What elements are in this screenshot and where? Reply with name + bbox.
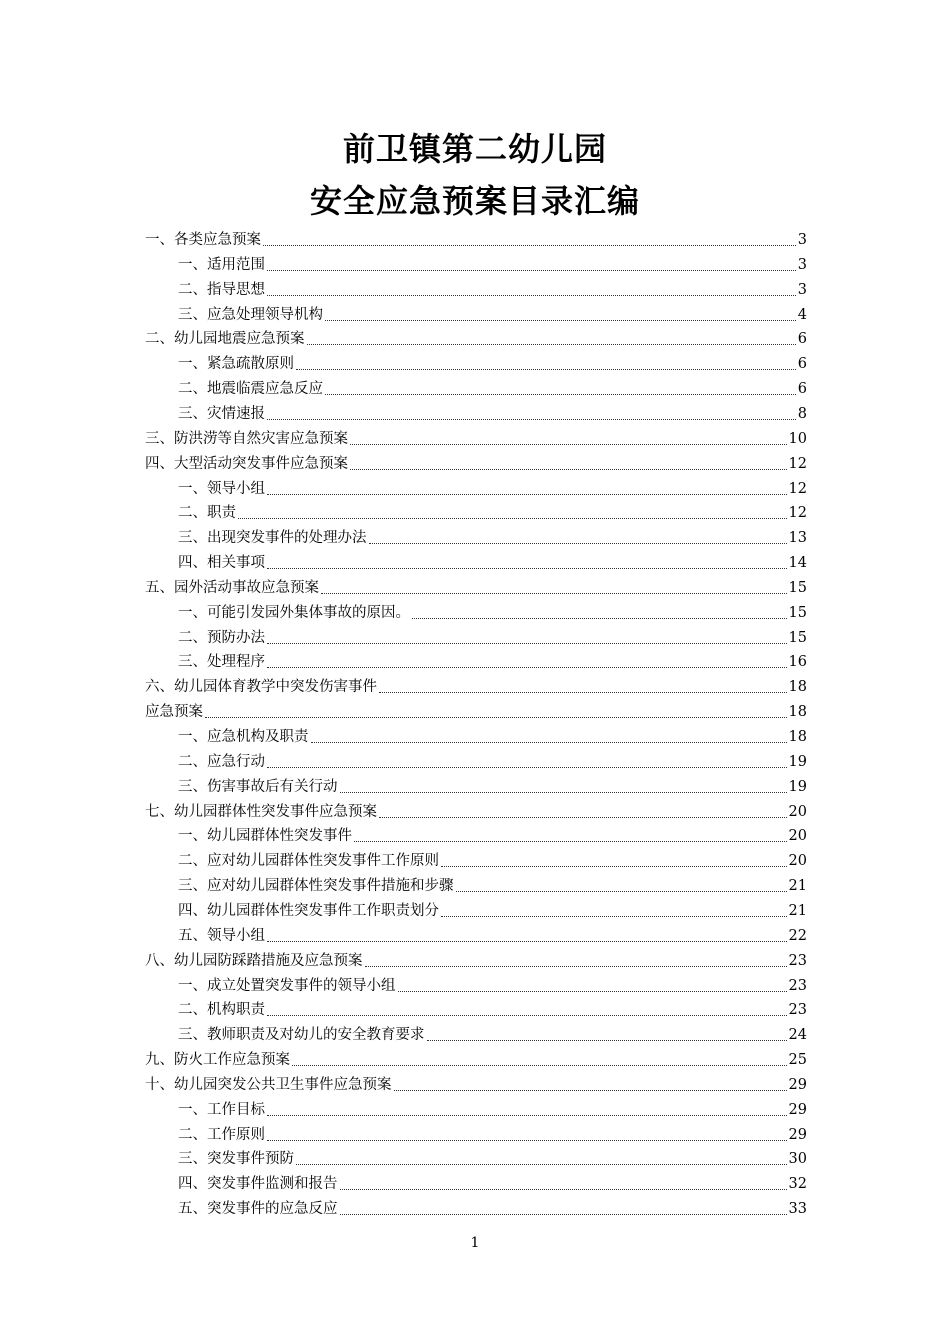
toc-entry-title: 八、幼儿园防踩踏措施及应急预案 [145,952,363,969]
toc-dot-leader [379,817,787,818]
page-number: 1 [470,1235,480,1251]
toc-dot-leader [394,1090,787,1091]
toc-dot-leader [325,320,796,321]
toc-entry[interactable] [178,275,807,300]
toc-entry-title: 二、职责 [178,505,236,522]
toc-entry-title: 二、应对幼儿园群体性突发事件工作原则 [178,853,439,870]
toc-entry-title: 五、园外活动事故应急预案 [145,579,319,596]
toc-entry-page-number: 12 [788,480,807,497]
toc-entry-page-number: 18 [788,679,807,696]
toc-entry-page-number: 19 [788,753,807,770]
toc-dot-leader [412,618,787,619]
toc-entry-page-number: 20 [788,828,807,845]
toc-entry-page-number: 29 [788,1076,807,1093]
toc-entry-title: 四、相关事项 [178,555,265,572]
toc-entry-page-number: 23 [788,1002,807,1019]
toc-entry-title: 七、幼儿园群体性突发事件应急预案 [145,803,377,820]
toc-dot-leader [296,369,796,370]
toc-entry-title: 三、出现突发事件的处理办法 [178,530,367,547]
toc-entry-page-number: 8 [797,405,807,422]
toc-dot-leader [354,841,787,842]
toc-entry-page-number: 3 [797,281,807,298]
toc-entry-title: 一、应急机构及职责 [178,729,309,745]
toc-entry-page-number: 12 [788,505,807,522]
toc-entry-page-number: 13 [788,530,807,547]
toc-entry-title: 应急预案 [145,704,203,721]
toc-entry-title: 一、紧急疏散原则 [178,356,294,373]
toc-entry-title: 五、领导小组 [178,927,265,944]
toc-entry-page-number: 23 [788,952,807,969]
toc-dot-leader [311,742,787,743]
toc-entry-page-number: 32 [788,1176,807,1193]
toc-entry[interactable] [178,1120,807,1145]
toc-entry[interactable] [178,598,807,623]
toc-entry-title: 十、幼儿园突发公共卫生事件应急预案 [145,1076,392,1093]
toc-entry[interactable] [145,672,807,697]
toc-entry-page-number: 15 [788,604,807,621]
toc-entry[interactable] [145,946,807,971]
toc-entry[interactable] [178,896,807,921]
toc-dot-leader [350,444,787,445]
toc-entry-page-number: 25 [788,1052,807,1069]
toc-dot-leader [267,941,787,942]
toc-dot-leader [267,295,796,296]
toc-entry-title: 三、灾情速报 [178,405,265,422]
toc-entry[interactable] [178,374,807,399]
toc-entry-title: 一、幼儿园群体性突发事件 [178,828,352,845]
toc-entry[interactable] [145,697,807,722]
toc-entry[interactable] [145,1045,807,1070]
toc-entry-page-number: 22 [788,927,807,944]
toc-entry-page-number: 10 [788,430,807,447]
toc-entry-title: 二、幼儿园地震应急预案 [145,331,305,348]
toc-entry[interactable] [178,871,807,896]
toc-dot-leader [427,1040,787,1041]
toc-entry[interactable] [178,250,807,275]
toc-entry-page-number: 15 [788,579,807,596]
document-title-line-2: 安全应急预案目录汇编 [309,182,640,220]
toc-dot-leader [340,792,787,793]
toc-entry-page-number: 21 [788,878,807,895]
toc-entry-page-number: 16 [788,654,807,671]
toc-entry-title: 二、应急行动 [178,753,265,770]
toc-entry-title: 三、应对幼儿园群体性突发事件措施和步骤 [178,878,454,895]
toc-entry-title: 三、处理程序 [178,654,265,671]
toc-entry-page-number: 4 [797,306,807,323]
toc-entry-title: 五、突发事件的应急反应 [178,1201,338,1218]
toc-dot-leader [267,767,787,768]
toc-entry[interactable] [145,1070,807,1095]
toc-dot-leader [205,717,787,718]
toc-entry-page-number: 29 [788,1101,807,1118]
toc-entry-title: 一、适用范围 [178,256,265,273]
toc-entry-title: 三、突发事件预防 [178,1151,294,1168]
toc-entry-page-number: 18 [788,704,807,721]
toc-entry-title: 二、工作原则 [178,1126,265,1143]
toc-entry-title: 四、大型活动突发事件应急预案 [145,455,348,472]
toc-dot-leader [441,916,787,917]
toc-entry[interactable] [178,498,807,523]
toc-dot-leader [369,543,787,544]
toc-entry-page-number: 21 [788,902,807,919]
toc-entry-title: 三、应急处理领导机构 [178,306,323,323]
toc-entry-page-number: 33 [788,1201,807,1218]
toc-dot-leader [267,1140,787,1141]
toc-entry[interactable] [178,623,807,648]
toc-entry-title: 三、防洪涝等自然灾害应急预案 [145,430,348,447]
toc-entry[interactable] [178,300,807,325]
toc-dot-leader [267,1115,787,1116]
toc-entry-title: 三、教师职责及对幼儿的安全教育要求 [178,1027,425,1044]
toc-dot-leader [365,966,787,967]
toc-dot-leader [292,1065,787,1066]
toc-dot-leader [267,568,787,569]
toc-entry-title: 二、地震临震应急反应 [178,381,323,398]
toc-entry[interactable] [178,1194,807,1219]
toc-entry-page-number: 3 [797,232,807,248]
toc-entry[interactable] [178,1144,807,1169]
toc-entry-title: 二、指导思想 [178,281,265,298]
toc-entry[interactable] [178,474,807,499]
toc-entry-page-number: 6 [797,331,807,348]
toc-entry-page-number: 12 [788,455,807,472]
toc-dot-leader [325,394,796,395]
toc-entry[interactable] [178,523,807,548]
toc-entry[interactable] [178,1169,807,1194]
toc-dot-leader [340,1214,787,1215]
toc-dot-leader [379,692,787,693]
toc-entry[interactable] [178,399,807,424]
toc-entry[interactable] [178,821,807,846]
toc-entry[interactable] [178,548,807,573]
toc-entry[interactable] [178,846,807,871]
toc-dot-leader [267,1015,787,1016]
toc-entry[interactable] [178,722,807,747]
toc-entry-page-number: 23 [788,977,807,994]
toc-entry-page-number: 6 [797,356,807,373]
toc-entry-page-number: 24 [788,1027,807,1044]
toc-entry-title: 三、伤害事故后有关行动 [178,778,338,795]
toc-entry[interactable] [145,225,807,250]
toc-entry-title: 一、各类应急预案 [145,232,261,248]
toc-dot-leader [263,245,796,246]
toc-entry-page-number: 14 [788,555,807,572]
toc-dot-leader [267,419,796,420]
toc-entry-page-number: 29 [788,1126,807,1143]
toc-entry[interactable] [178,747,807,772]
toc-entry[interactable] [178,647,807,672]
toc-entry-title: 九、防火工作应急预案 [145,1052,290,1069]
toc-entry[interactable] [178,1095,807,1120]
toc-entry-page-number: 6 [797,381,807,398]
toc-dot-leader [456,891,787,892]
toc-entry[interactable] [145,797,807,822]
toc-entry-page-number: 3 [797,256,807,273]
toc-entry[interactable] [145,449,807,474]
toc-dot-leader [267,667,787,668]
toc-entry[interactable] [178,995,807,1020]
toc-dot-leader [350,469,787,470]
toc-entry-title: 二、机构职责 [178,1002,265,1019]
toc-dot-leader [307,344,796,345]
toc-entry-page-number: 18 [788,729,807,745]
toc-dot-leader [238,518,787,519]
toc-entry[interactable] [145,424,807,449]
toc-dot-leader [267,270,796,271]
toc-entry[interactable] [178,971,807,996]
toc-dot-leader [267,643,787,644]
toc-entry-page-number: 15 [788,629,807,646]
toc-entry-title: 四、幼儿园群体性突发事件工作职责划分 [178,902,439,919]
toc-entry-page-number: 20 [788,853,807,870]
toc-entry[interactable] [145,573,807,598]
toc-entry-page-number: 19 [788,778,807,795]
toc-entry-page-number: 20 [788,803,807,820]
toc-entry[interactable] [145,324,807,349]
toc-dot-leader [441,866,787,867]
toc-dot-leader [340,1189,787,1190]
toc-entry-title: 六、幼儿园体育教学中突发伤害事件 [145,679,377,696]
toc-dot-leader [267,494,787,495]
toc-entry[interactable] [178,1020,807,1045]
toc-dot-leader [321,593,787,594]
toc-entry-title: 二、预防办法 [178,629,265,646]
toc-entry-title: 四、突发事件监测和报告 [178,1176,338,1193]
toc-dot-leader [398,991,787,992]
document-title-line-1: 前卫镇第二幼儿园 [342,130,607,168]
toc-entry-page-number: 30 [788,1151,807,1168]
toc-entry[interactable] [178,921,807,946]
toc-entry-title: 一、领导小组 [178,480,265,497]
toc-entry-title: 一、成立处置突发事件的领导小组 [178,977,396,994]
toc-entry-title: 一、工作目标 [178,1101,265,1118]
toc-entry-title: 一、可能引发园外集体事故的原因。 [178,604,410,621]
toc-entry[interactable] [178,349,807,374]
toc-entry[interactable] [178,772,807,797]
toc-dot-leader [296,1164,787,1165]
